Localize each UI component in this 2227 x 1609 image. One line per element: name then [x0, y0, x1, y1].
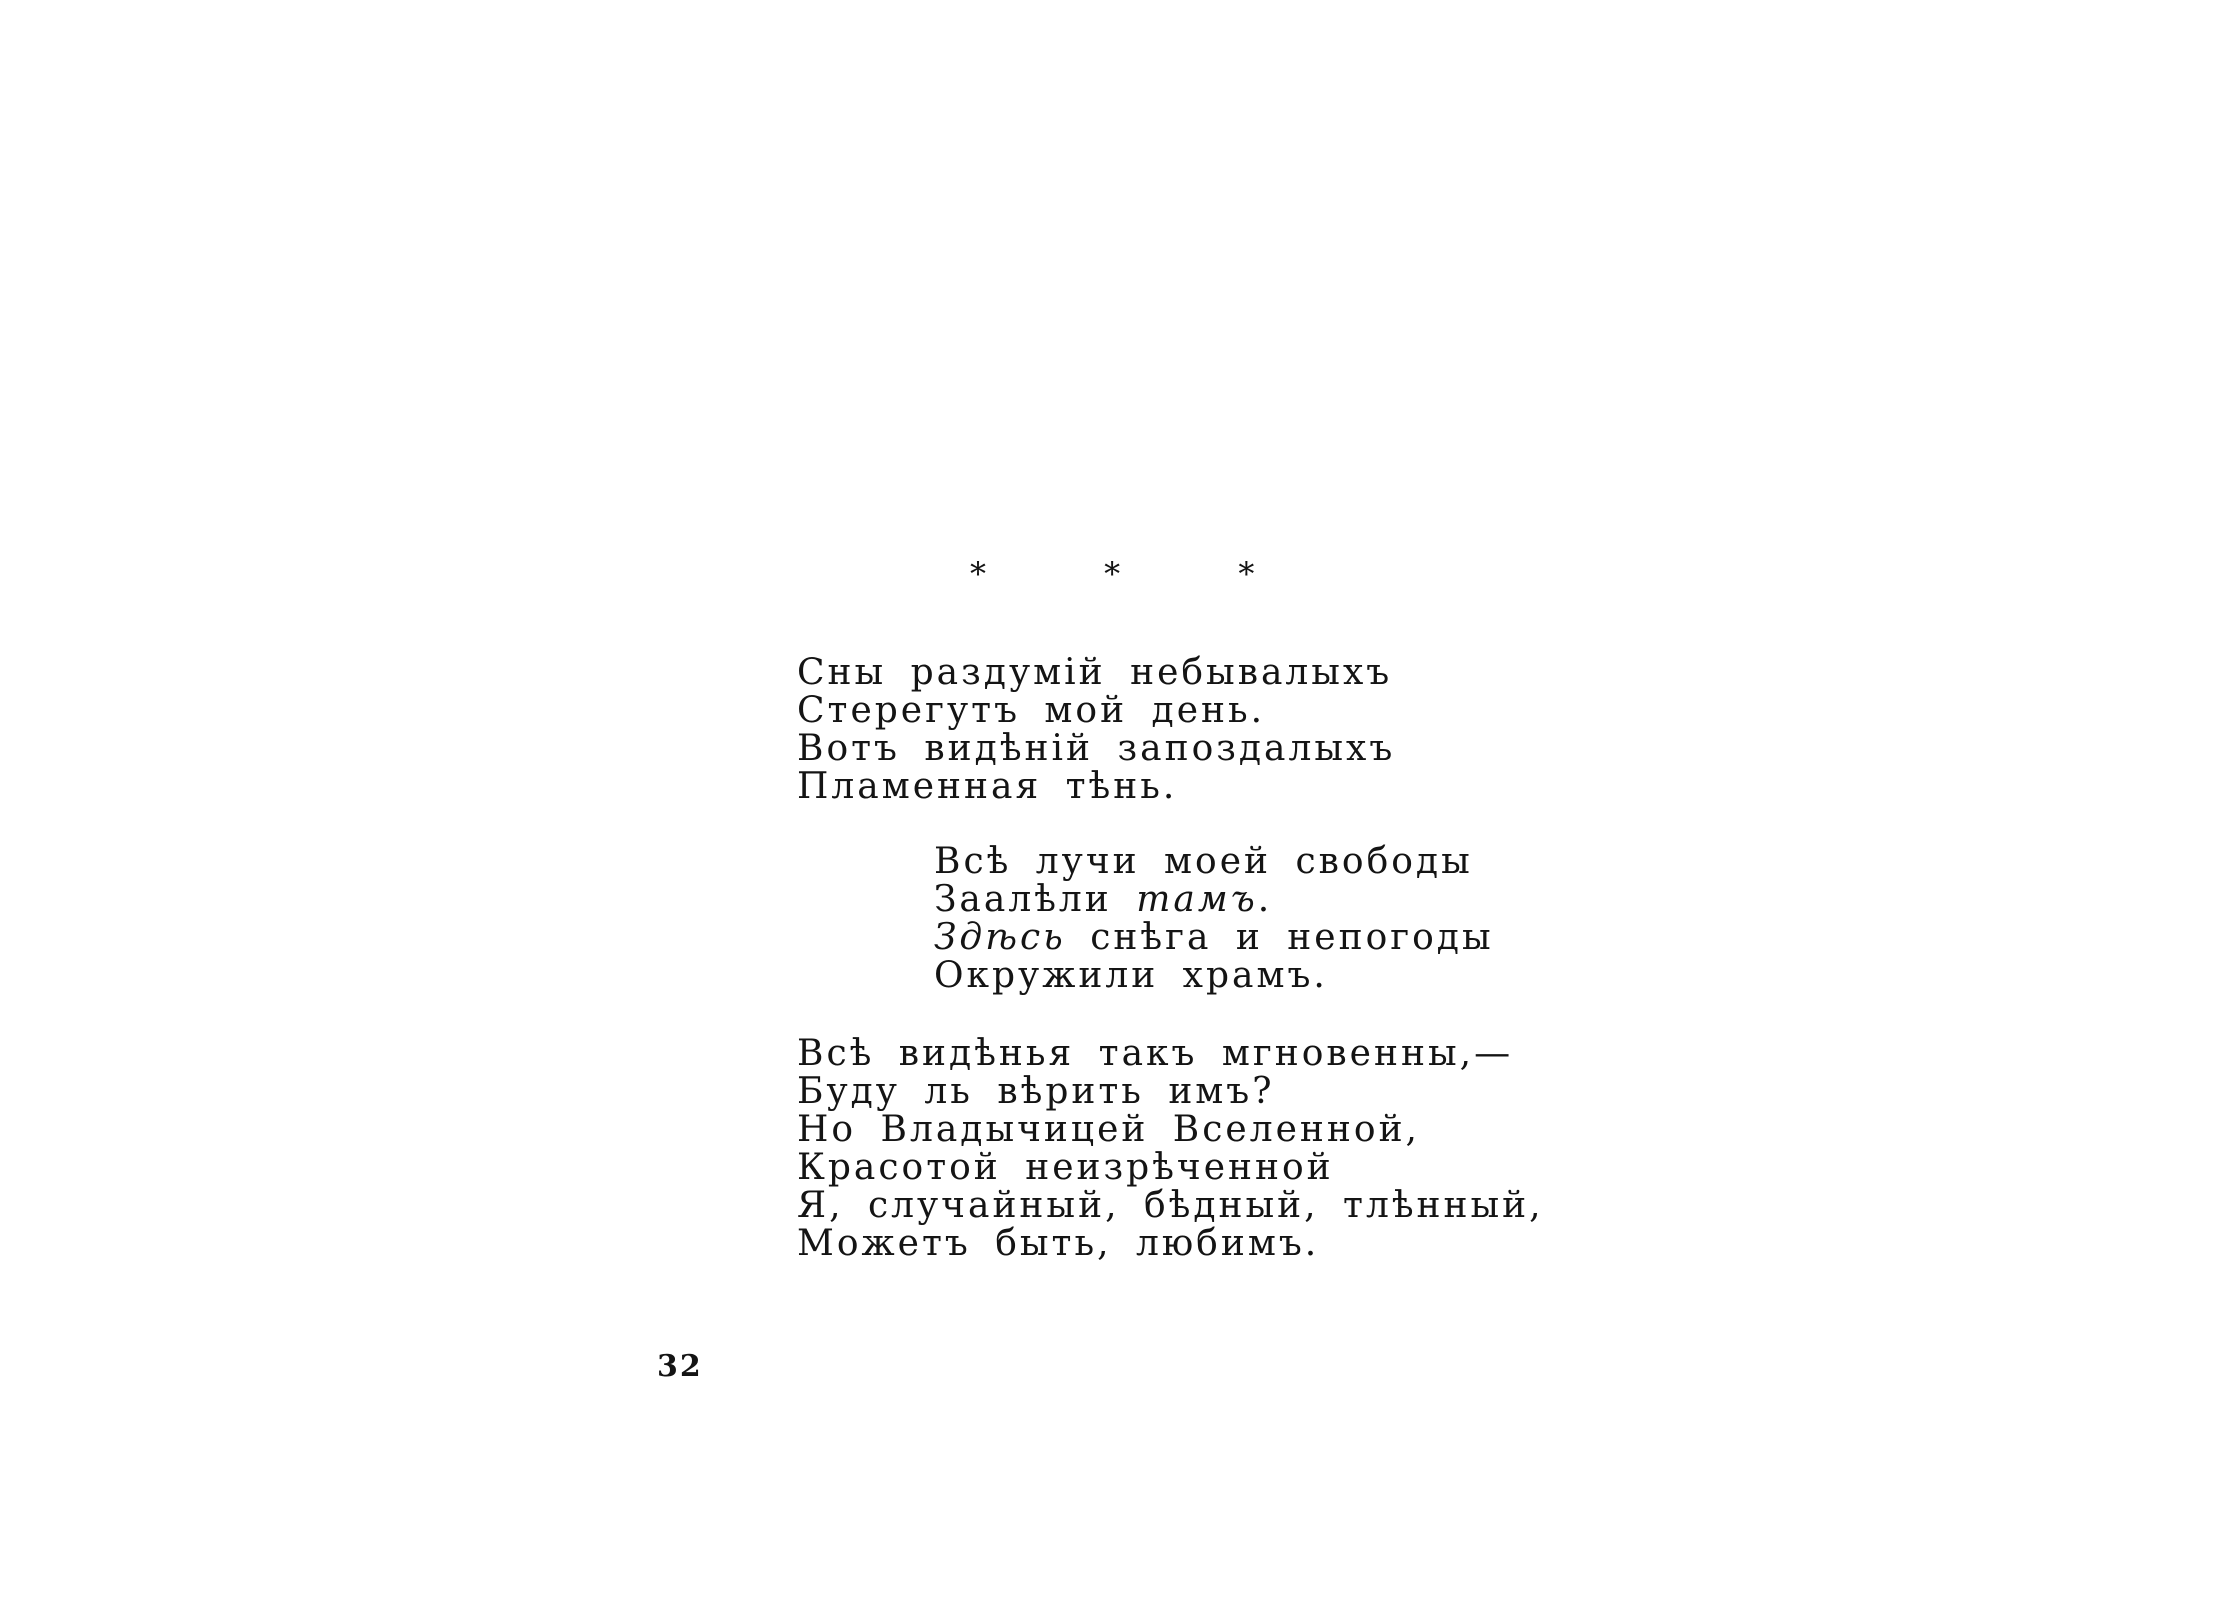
poem-text: . [1257, 879, 1273, 920]
poem-line: Но Владычицей Вселенной, [797, 1109, 1420, 1150]
poem-line: Можетъ быть, любимъ. [797, 1223, 1320, 1264]
poem-text: снѣга и непогоды [1065, 917, 1494, 958]
stanza-2 [934, 843, 1494, 995]
stanza-3 [797, 1035, 1544, 1263]
section-ornament: * * * [970, 555, 1309, 593]
poem-line: Буду ль вѣрить имъ? [797, 1071, 1275, 1112]
poem-line [934, 919, 1494, 957]
emphasized-word: Здѣсь [934, 917, 1066, 958]
page-number: 32 [657, 1349, 703, 1384]
poem-line: Вотъ видѣній запоздалыхъ [797, 728, 1396, 769]
poem-line [934, 881, 1494, 919]
poem-text: Заалѣли [934, 879, 1137, 920]
poem-line: Всѣ лучи моей свободы [934, 841, 1473, 882]
poem-line: Стерегутъ мой день. [797, 690, 1266, 731]
poem-line: Пламенная тѣнь. [797, 766, 1178, 807]
emphasized-word: тамъ [1136, 879, 1258, 920]
poem-line: Всѣ видѣнья такъ мгновенны,— [797, 1033, 1514, 1074]
poem-line: Сны раздумій небывалыхъ [797, 652, 1393, 693]
stanza-1 [797, 654, 1395, 806]
poem-line: Окружили храмъ. [934, 955, 1328, 996]
poem-line: Я, случайный, бѣдный, тлѣнный, [797, 1185, 1544, 1226]
poem-line: Красотой неизрѣченной [797, 1147, 1334, 1188]
